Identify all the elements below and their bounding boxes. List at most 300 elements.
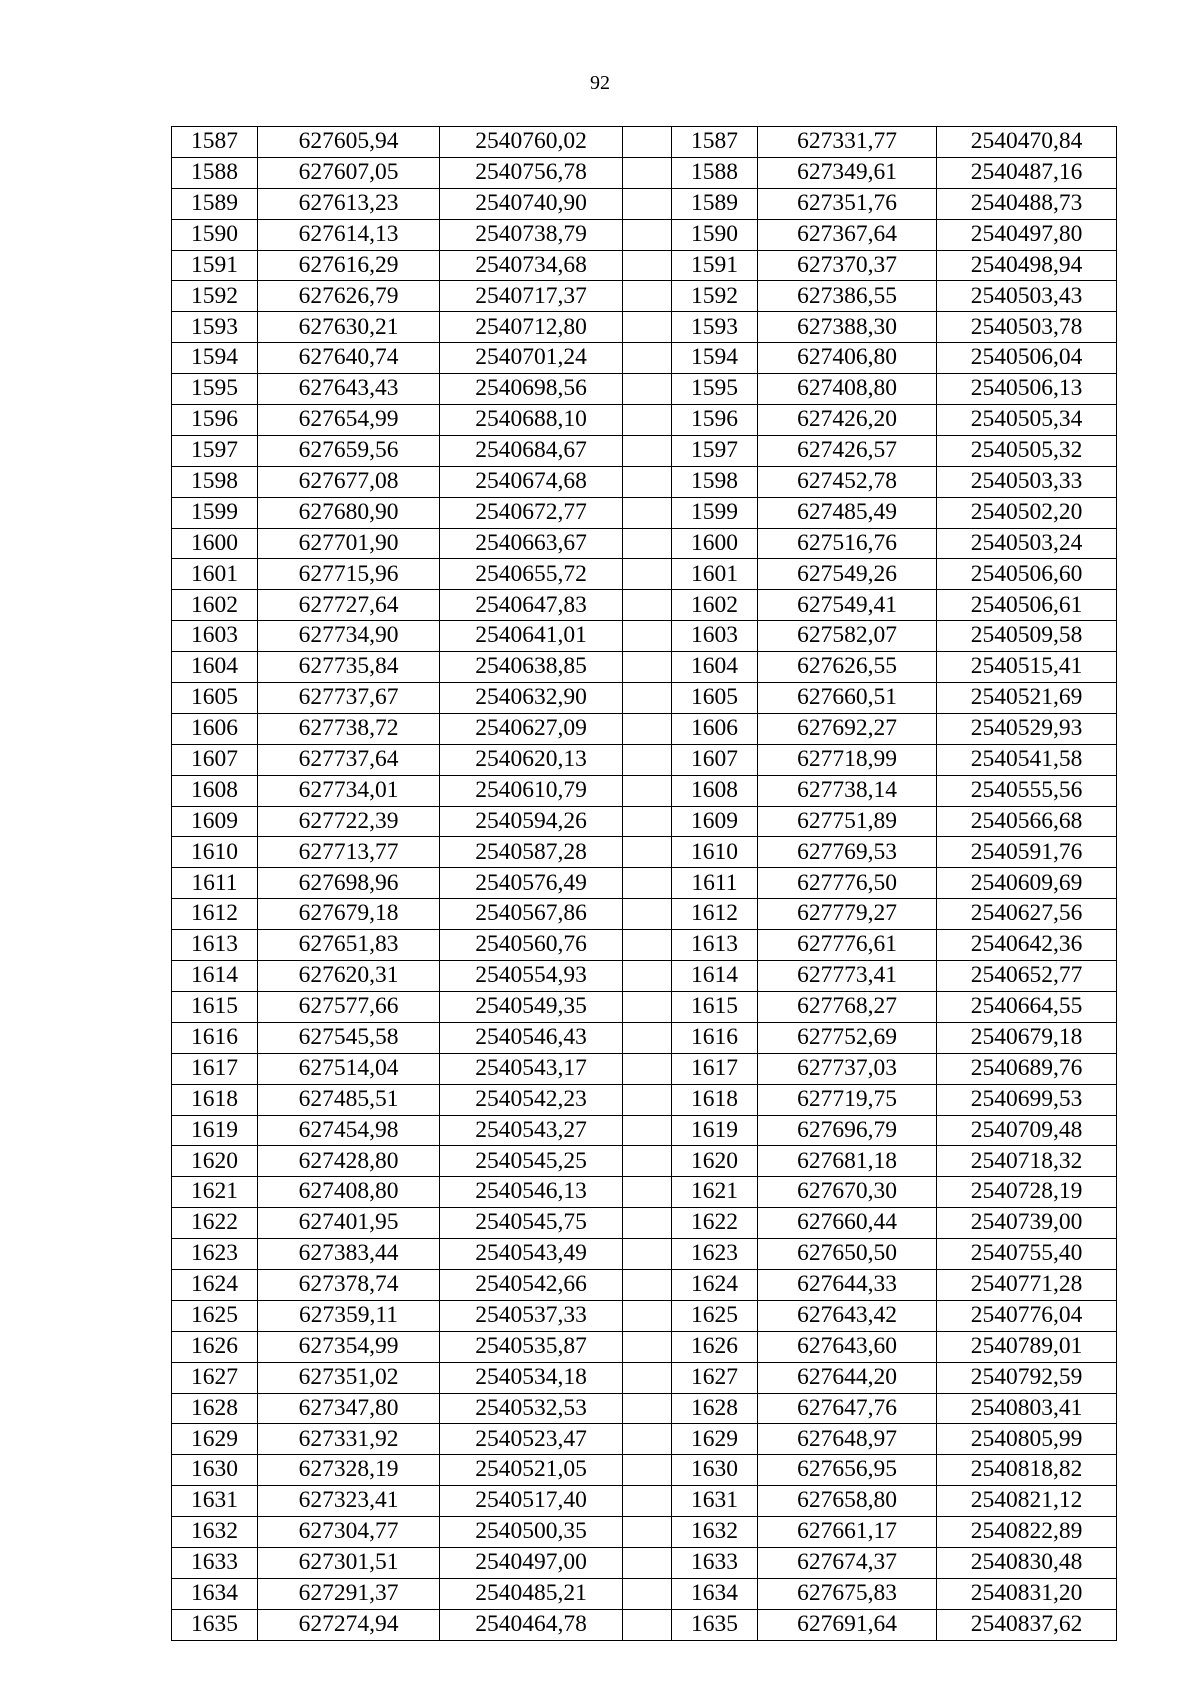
right-x-coordinate: 627370,37 [758,250,937,281]
right-x-coordinate: 627351,76 [758,188,937,219]
left-x-coordinate: 627291,37 [258,1578,440,1609]
right-y-coordinate: 2540739,00 [937,1208,1117,1239]
table-row [172,250,1117,281]
right-y-coordinate: 2540771,28 [937,1269,1117,1300]
left-y-coordinate: 2540517,40 [440,1486,623,1517]
right-point-number: 1623 [672,1239,758,1270]
left-point-number: 1598 [172,466,258,497]
left-point-number: 1605 [172,683,258,714]
right-y-coordinate: 2540805,99 [937,1424,1117,1455]
separator-cell [623,744,672,775]
separator-cell [623,1609,672,1640]
right-y-coordinate: 2540609,69 [937,868,1117,899]
left-point-number: 1592 [172,281,258,312]
right-y-coordinate: 2540652,77 [937,961,1117,992]
right-y-coordinate: 2540837,62 [937,1609,1117,1640]
left-point-number: 1629 [172,1424,258,1455]
right-x-coordinate: 627670,30 [758,1177,937,1208]
separator-cell [623,1578,672,1609]
left-x-coordinate: 627351,02 [258,1362,440,1393]
separator-cell [623,559,672,590]
right-point-number: 1588 [672,157,758,188]
right-y-coordinate: 2540521,69 [937,683,1117,714]
table-row [172,961,1117,992]
table-row [172,837,1117,868]
left-x-coordinate: 627485,51 [258,1084,440,1115]
right-y-coordinate: 2540506,60 [937,559,1117,590]
table-row [172,312,1117,343]
left-x-coordinate: 627734,01 [258,775,440,806]
right-point-number: 1595 [672,374,758,405]
right-x-coordinate: 627643,60 [758,1331,937,1362]
right-x-coordinate: 627367,64 [758,219,937,250]
left-y-coordinate: 2540610,79 [440,775,623,806]
page-number: 92 [590,72,610,94]
table-row [172,343,1117,374]
left-y-coordinate: 2540537,33 [440,1300,623,1331]
separator-cell [623,435,672,466]
separator-cell [623,1177,672,1208]
left-y-coordinate: 2540543,17 [440,1053,623,1084]
separator-cell [623,1331,672,1362]
left-x-coordinate: 627640,74 [258,343,440,374]
right-point-number: 1601 [672,559,758,590]
left-point-number: 1603 [172,621,258,652]
left-point-number: 1621 [172,1177,258,1208]
left-x-coordinate: 627659,56 [258,435,440,466]
right-y-coordinate: 2540566,68 [937,806,1117,837]
left-y-coordinate: 2540464,78 [440,1609,623,1640]
left-x-coordinate: 627680,90 [258,497,440,528]
separator-cell [623,837,672,868]
right-point-number: 1616 [672,1022,758,1053]
left-x-coordinate: 627378,74 [258,1269,440,1300]
right-point-number: 1591 [672,250,758,281]
left-x-coordinate: 627545,58 [258,1022,440,1053]
left-y-coordinate: 2540587,28 [440,837,623,868]
right-y-coordinate: 2540515,41 [937,652,1117,683]
left-x-coordinate: 627738,72 [258,713,440,744]
separator-cell [623,466,672,497]
left-y-coordinate: 2540554,93 [440,961,623,992]
coordinates-table [171,126,1117,1641]
separator-cell [623,1269,672,1300]
right-y-coordinate: 2540755,40 [937,1239,1117,1270]
left-y-coordinate: 2540543,49 [440,1239,623,1270]
separator-cell [623,281,672,312]
separator-cell [623,1424,672,1455]
left-y-coordinate: 2540638,85 [440,652,623,683]
right-y-coordinate: 2540679,18 [937,1022,1117,1053]
right-point-number: 1587 [672,127,758,158]
left-point-number: 1607 [172,744,258,775]
left-x-coordinate: 627408,80 [258,1177,440,1208]
left-point-number: 1614 [172,961,258,992]
right-point-number: 1608 [672,775,758,806]
right-x-coordinate: 627406,80 [758,343,937,374]
right-y-coordinate: 2540506,61 [937,590,1117,621]
right-x-coordinate: 627696,79 [758,1115,937,1146]
left-y-coordinate: 2540698,56 [440,374,623,405]
left-point-number: 1628 [172,1393,258,1424]
right-point-number: 1625 [672,1300,758,1331]
right-point-number: 1592 [672,281,758,312]
separator-cell [623,621,672,652]
separator-cell [623,1146,672,1177]
left-point-number: 1613 [172,930,258,961]
separator-cell [623,1547,672,1578]
table-row [172,1331,1117,1362]
right-x-coordinate: 627386,55 [758,281,937,312]
table-row [172,1578,1117,1609]
separator-cell [623,250,672,281]
left-point-number: 1593 [172,312,258,343]
right-point-number: 1596 [672,405,758,436]
separator-cell [623,188,672,219]
left-x-coordinate: 627323,41 [258,1486,440,1517]
left-y-coordinate: 2540740,90 [440,188,623,219]
right-y-coordinate: 2540627,56 [937,899,1117,930]
table-row [172,528,1117,559]
left-x-coordinate: 627304,77 [258,1517,440,1548]
left-point-number: 1600 [172,528,258,559]
right-x-coordinate: 627681,18 [758,1146,937,1177]
table-row [172,1053,1117,1084]
right-x-coordinate: 627648,97 [758,1424,937,1455]
right-y-coordinate: 2540803,41 [937,1393,1117,1424]
right-point-number: 1597 [672,435,758,466]
table-row [172,1084,1117,1115]
separator-cell [623,775,672,806]
left-point-number: 1591 [172,250,258,281]
left-point-number: 1632 [172,1517,258,1548]
table-row [172,466,1117,497]
table-row [172,219,1117,250]
right-point-number: 1602 [672,590,758,621]
right-y-coordinate: 2540792,59 [937,1362,1117,1393]
table-row [172,1424,1117,1455]
separator-cell [623,713,672,744]
right-y-coordinate: 2540498,94 [937,250,1117,281]
separator-cell [623,1053,672,1084]
separator-cell [623,899,672,930]
separator-cell [623,1486,672,1517]
left-x-coordinate: 627328,19 [258,1455,440,1486]
separator-cell [623,405,672,436]
right-point-number: 1621 [672,1177,758,1208]
separator-cell [623,1115,672,1146]
left-y-coordinate: 2540688,10 [440,405,623,436]
right-point-number: 1614 [672,961,758,992]
right-point-number: 1605 [672,683,758,714]
left-point-number: 1599 [172,497,258,528]
table-row [172,374,1117,405]
left-x-coordinate: 627577,66 [258,991,440,1022]
left-x-coordinate: 627626,79 [258,281,440,312]
left-y-coordinate: 2540620,13 [440,744,623,775]
right-y-coordinate: 2540709,48 [937,1115,1117,1146]
left-y-coordinate: 2540534,18 [440,1362,623,1393]
left-y-coordinate: 2540627,09 [440,713,623,744]
right-point-number: 1628 [672,1393,758,1424]
separator-cell [623,1022,672,1053]
right-x-coordinate: 627768,27 [758,991,937,1022]
right-point-number: 1619 [672,1115,758,1146]
right-x-coordinate: 627719,75 [758,1084,937,1115]
right-x-coordinate: 627626,55 [758,652,937,683]
right-y-coordinate: 2540699,53 [937,1084,1117,1115]
right-y-coordinate: 2540503,43 [937,281,1117,312]
table-row [172,1115,1117,1146]
left-y-coordinate: 2540543,27 [440,1115,623,1146]
right-x-coordinate: 627658,80 [758,1486,937,1517]
left-y-coordinate: 2540523,47 [440,1424,623,1455]
left-x-coordinate: 627722,39 [258,806,440,837]
left-y-coordinate: 2540594,26 [440,806,623,837]
left-x-coordinate: 627651,83 [258,930,440,961]
table-row [172,1547,1117,1578]
left-x-coordinate: 627301,51 [258,1547,440,1578]
right-point-number: 1604 [672,652,758,683]
left-x-coordinate: 627428,80 [258,1146,440,1177]
separator-cell [623,528,672,559]
right-y-coordinate: 2540505,32 [937,435,1117,466]
left-point-number: 1590 [172,219,258,250]
left-x-coordinate: 627715,96 [258,559,440,590]
right-x-coordinate: 627349,61 [758,157,937,188]
table-row [172,991,1117,1022]
left-y-coordinate: 2540701,24 [440,343,623,374]
left-x-coordinate: 627274,94 [258,1609,440,1640]
left-y-coordinate: 2540632,90 [440,683,623,714]
separator-cell [623,497,672,528]
right-y-coordinate: 2540470,84 [937,127,1117,158]
left-y-coordinate: 2540542,23 [440,1084,623,1115]
right-x-coordinate: 627516,76 [758,528,937,559]
right-point-number: 1624 [672,1269,758,1300]
left-x-coordinate: 627737,64 [258,744,440,775]
left-point-number: 1622 [172,1208,258,1239]
right-x-coordinate: 627675,83 [758,1578,937,1609]
left-y-coordinate: 2540545,75 [440,1208,623,1239]
left-x-coordinate: 627514,04 [258,1053,440,1084]
left-point-number: 1631 [172,1486,258,1517]
right-x-coordinate: 627751,89 [758,806,937,837]
table-row [172,652,1117,683]
table-row [172,775,1117,806]
left-point-number: 1611 [172,868,258,899]
left-x-coordinate: 627401,95 [258,1208,440,1239]
left-point-number: 1623 [172,1239,258,1270]
left-y-coordinate: 2540674,68 [440,466,623,497]
right-x-coordinate: 627452,78 [758,466,937,497]
table-row [172,621,1117,652]
right-y-coordinate: 2540664,55 [937,991,1117,1022]
right-point-number: 1589 [672,188,758,219]
table-row [172,868,1117,899]
left-x-coordinate: 627613,23 [258,188,440,219]
separator-cell [623,1300,672,1331]
left-y-coordinate: 2540672,77 [440,497,623,528]
left-x-coordinate: 627698,96 [258,868,440,899]
right-y-coordinate: 2540497,80 [937,219,1117,250]
left-point-number: 1602 [172,590,258,621]
left-x-coordinate: 627735,84 [258,652,440,683]
left-y-coordinate: 2540734,68 [440,250,623,281]
right-x-coordinate: 627776,50 [758,868,937,899]
table-row [172,497,1117,528]
left-y-coordinate: 2540546,13 [440,1177,623,1208]
separator-cell [623,343,672,374]
left-point-number: 1596 [172,405,258,436]
separator-cell [623,1208,672,1239]
right-point-number: 1598 [672,466,758,497]
left-y-coordinate: 2540647,83 [440,590,623,621]
separator-cell [623,1393,672,1424]
left-point-number: 1612 [172,899,258,930]
separator-cell [623,1517,672,1548]
right-x-coordinate: 627388,30 [758,312,937,343]
table-row [172,744,1117,775]
right-x-coordinate: 627647,76 [758,1393,937,1424]
left-x-coordinate: 627614,13 [258,219,440,250]
right-x-coordinate: 627674,37 [758,1547,937,1578]
right-x-coordinate: 627773,41 [758,961,937,992]
left-y-coordinate: 2540684,67 [440,435,623,466]
table-row [172,157,1117,188]
left-y-coordinate: 2540560,76 [440,930,623,961]
table-row [172,188,1117,219]
separator-cell [623,1455,672,1486]
left-x-coordinate: 627331,92 [258,1424,440,1455]
right-y-coordinate: 2540689,76 [937,1053,1117,1084]
left-point-number: 1604 [172,652,258,683]
right-y-coordinate: 2540509,58 [937,621,1117,652]
left-point-number: 1619 [172,1115,258,1146]
right-point-number: 1593 [672,312,758,343]
table-row [172,1146,1117,1177]
left-x-coordinate: 627679,18 [258,899,440,930]
right-y-coordinate: 2540506,13 [937,374,1117,405]
right-point-number: 1615 [672,991,758,1022]
right-x-coordinate: 627408,80 [758,374,937,405]
left-point-number: 1625 [172,1300,258,1331]
table-row [172,1269,1117,1300]
left-point-number: 1616 [172,1022,258,1053]
right-point-number: 1612 [672,899,758,930]
left-x-coordinate: 627734,90 [258,621,440,652]
table-row [172,405,1117,436]
left-point-number: 1588 [172,157,258,188]
right-y-coordinate: 2540821,12 [937,1486,1117,1517]
left-x-coordinate: 627454,98 [258,1115,440,1146]
right-point-number: 1620 [672,1146,758,1177]
left-point-number: 1601 [172,559,258,590]
right-x-coordinate: 627331,77 [758,127,937,158]
right-y-coordinate: 2540831,20 [937,1578,1117,1609]
right-point-number: 1594 [672,343,758,374]
right-x-coordinate: 627769,53 [758,837,937,868]
right-x-coordinate: 627485,49 [758,497,937,528]
table-row [172,1393,1117,1424]
left-point-number: 1627 [172,1362,258,1393]
right-point-number: 1627 [672,1362,758,1393]
separator-cell [623,683,672,714]
left-point-number: 1617 [172,1053,258,1084]
right-x-coordinate: 627650,50 [758,1239,937,1270]
table-row [172,281,1117,312]
separator-cell [623,961,672,992]
right-point-number: 1632 [672,1517,758,1548]
left-y-coordinate: 2540567,86 [440,899,623,930]
left-y-coordinate: 2540497,00 [440,1547,623,1578]
right-x-coordinate: 627779,27 [758,899,937,930]
right-x-coordinate: 627661,17 [758,1517,937,1548]
right-point-number: 1600 [672,528,758,559]
right-y-coordinate: 2540642,36 [937,930,1117,961]
left-point-number: 1615 [172,991,258,1022]
right-x-coordinate: 627656,95 [758,1455,937,1486]
left-y-coordinate: 2540717,37 [440,281,623,312]
right-point-number: 1590 [672,219,758,250]
left-x-coordinate: 627713,77 [258,837,440,868]
left-x-coordinate: 627701,90 [258,528,440,559]
left-y-coordinate: 2540532,53 [440,1393,623,1424]
right-x-coordinate: 627752,69 [758,1022,937,1053]
left-x-coordinate: 627354,99 [258,1331,440,1362]
right-point-number: 1617 [672,1053,758,1084]
right-y-coordinate: 2540503,33 [937,466,1117,497]
left-y-coordinate: 2540521,05 [440,1455,623,1486]
right-y-coordinate: 2540555,56 [937,775,1117,806]
left-point-number: 1630 [172,1455,258,1486]
left-point-number: 1626 [172,1331,258,1362]
right-y-coordinate: 2540591,76 [937,837,1117,868]
table-row [172,435,1117,466]
right-y-coordinate: 2540541,58 [937,744,1117,775]
right-point-number: 1630 [672,1455,758,1486]
separator-cell [623,374,672,405]
right-x-coordinate: 627776,61 [758,930,937,961]
right-y-coordinate: 2540505,34 [937,405,1117,436]
right-point-number: 1606 [672,713,758,744]
right-y-coordinate: 2540502,20 [937,497,1117,528]
left-point-number: 1618 [172,1084,258,1115]
right-y-coordinate: 2540503,24 [937,528,1117,559]
right-y-coordinate: 2540718,32 [937,1146,1117,1177]
left-point-number: 1635 [172,1609,258,1640]
left-y-coordinate: 2540549,35 [440,991,623,1022]
table-row [172,590,1117,621]
separator-cell [623,127,672,158]
right-point-number: 1607 [672,744,758,775]
left-point-number: 1606 [172,713,258,744]
left-y-coordinate: 2540500,35 [440,1517,623,1548]
right-x-coordinate: 627643,42 [758,1300,937,1331]
right-point-number: 1622 [672,1208,758,1239]
left-y-coordinate: 2540756,78 [440,157,623,188]
left-y-coordinate: 2540655,72 [440,559,623,590]
table-row [172,1208,1117,1239]
left-x-coordinate: 627737,67 [258,683,440,714]
right-point-number: 1634 [672,1578,758,1609]
right-point-number: 1613 [672,930,758,961]
left-y-coordinate: 2540542,66 [440,1269,623,1300]
table-row [172,1486,1117,1517]
left-x-coordinate: 627605,94 [258,127,440,158]
separator-cell [623,1239,672,1270]
right-y-coordinate: 2540487,16 [937,157,1117,188]
